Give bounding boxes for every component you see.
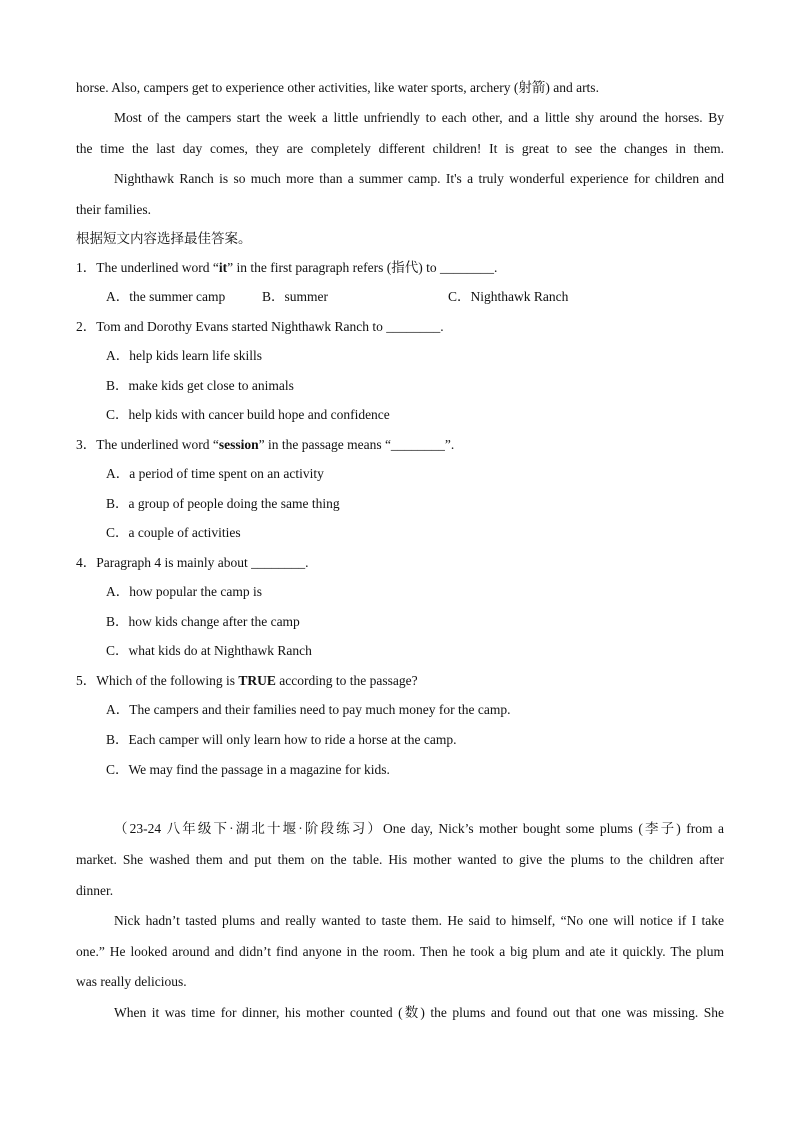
option-b: B．a group of people doing the same thing <box>106 496 340 511</box>
option-a: A．help kids learn life skills <box>106 348 262 363</box>
option-a: A．the summer camp <box>106 289 226 304</box>
option-c: C．help kids with cancer build hope and confidence <box>106 407 390 422</box>
passage-line: one.” He looked around and didn’t find anyone in the room. Then he took a big plum and ate it quickly. The plum <box>76 944 724 959</box>
option-b: B．summer <box>262 289 328 304</box>
option-b: B．Each camper will only learn how to ride a horse at the camp. <box>106 732 457 747</box>
passage-line: When it was time for dinner, his mother counted (数) the plums and found out that one was missing. She <box>114 1005 724 1020</box>
passage-line: Most of the campers start the week a little unfriendly to each other, and a little shy around the horses. By <box>114 110 724 125</box>
passage-line: （23-24 八年级下·湖北十堰·阶段练习）One day, Nick’s mother bought some plums (李子) from a <box>114 821 724 836</box>
option-a: A．The campers and their families need to pay much money for the camp. <box>106 702 511 717</box>
option-c: C．We may find the passage in a magazine for kids. <box>106 762 390 777</box>
instruction: 根据短文内容选择最佳答案。 <box>76 231 252 246</box>
passage-line: Nick hadn’t tasted plums and really wanted to taste them. He said to himself, “No one will notice if I take <box>114 913 724 928</box>
passage-line: market. She washed them and put them on the table. His mother wanted to give the plums to the children after <box>76 852 724 867</box>
question-3: 3．The underlined word “session” in the passage means “________”. <box>76 437 455 452</box>
passage-line: Nighthawk Ranch is so much more than a summer camp. It's a truly wonderful experience for children and <box>114 171 724 186</box>
option-a: A．how popular the camp is <box>106 584 262 599</box>
passage-line: the time the last day comes, they are completely different children! It is great to see the changes in them. <box>76 141 724 156</box>
question-1: 1．The underlined word “it” in the first paragraph refers (指代) to ________. <box>76 260 498 275</box>
option-b: B．how kids change after the camp <box>106 614 300 629</box>
question-5: 5．Which of the following is TRUE according to the passage? <box>76 673 418 688</box>
option-c: C．Nighthawk Ranch <box>448 289 569 304</box>
option-c: C．a couple of activities <box>106 525 241 540</box>
option-a: A．a period of time spent on an activity <box>106 466 324 481</box>
option-b: B．make kids get close to animals <box>106 378 294 393</box>
emphasis-word: TRUE <box>238 673 276 688</box>
passage-line: their families. <box>76 202 151 217</box>
question-2: 2．Tom and Dorothy Evans started Nighthawk Ranch to ________. <box>76 319 444 334</box>
question-4: 4．Paragraph 4 is mainly about ________. <box>76 555 309 570</box>
underlined-word: it <box>218 260 228 275</box>
passage-line: horse. Also, campers get to experience other activities, like water sports, archery (射箭) and arts. <box>76 80 599 95</box>
passage-line: dinner. <box>76 883 114 898</box>
option-c: C．what kids do at Nighthawk Ranch <box>106 643 312 658</box>
passage-line: was really delicious. <box>76 974 187 989</box>
underlined-word: session <box>218 437 259 452</box>
